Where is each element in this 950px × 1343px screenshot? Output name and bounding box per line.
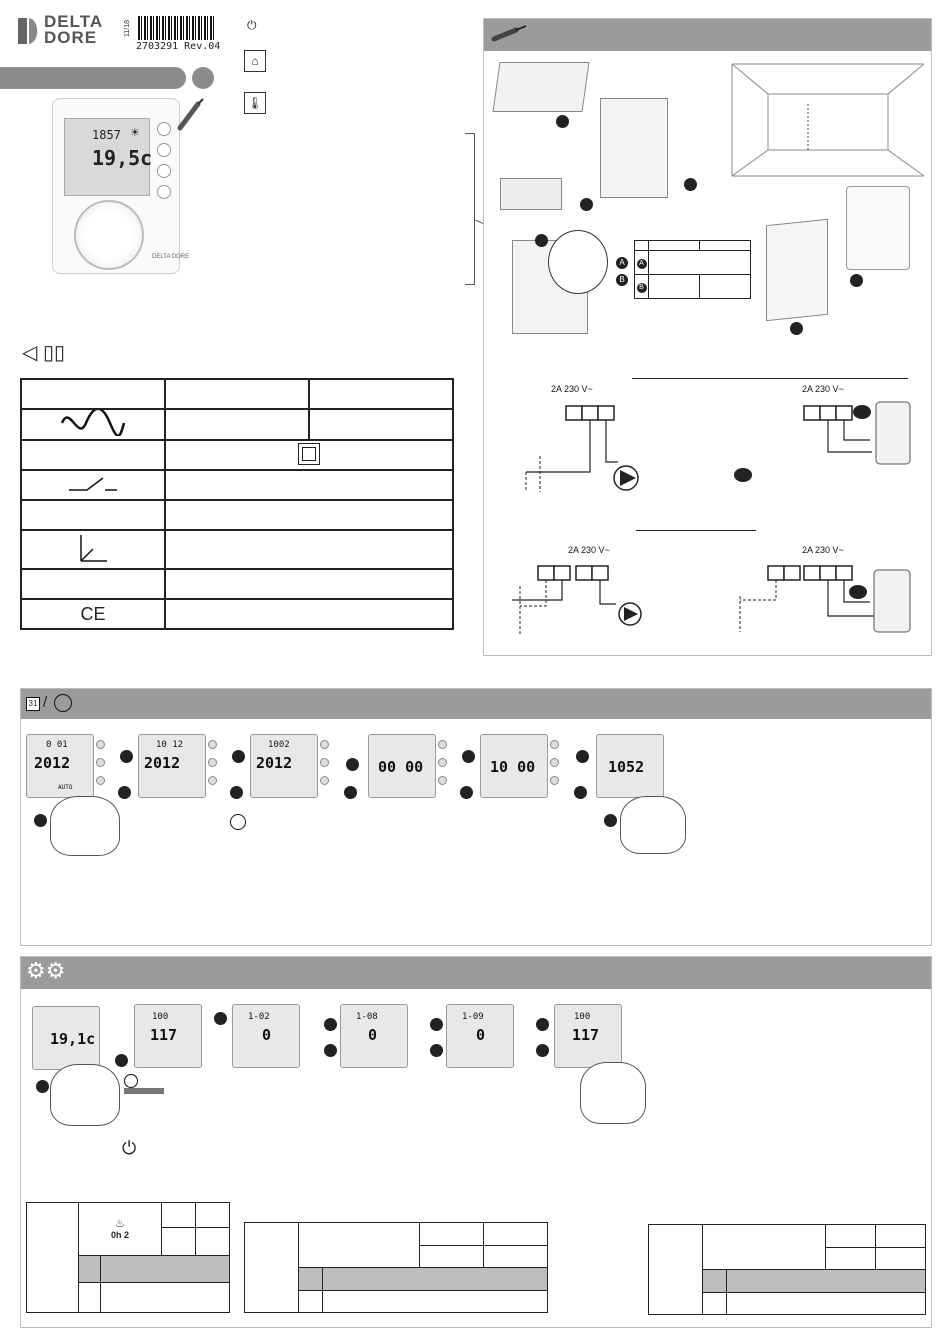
wiring-divider <box>636 530 756 531</box>
thermostat-button-1 <box>157 122 171 136</box>
document-number: 2703291 Rev.04 <box>136 41 221 52</box>
step-main-text: 2012 <box>144 754 181 772</box>
table-row <box>21 530 453 569</box>
mounting-illustration <box>766 219 828 322</box>
side-button <box>208 740 217 749</box>
wiring-diagram-boiler-2 <box>734 556 920 636</box>
thermostat-brand: DELTA DORE <box>152 254 190 260</box>
hand-illustration <box>620 796 686 854</box>
table-row <box>245 1223 548 1246</box>
step-number-dot <box>230 786 243 799</box>
terminal-zoom <box>548 230 608 294</box>
side-button <box>320 776 329 785</box>
side-button <box>96 740 105 749</box>
thermostat-open-illustration <box>492 62 589 112</box>
table-row <box>21 500 453 530</box>
row-b-badge: B <box>637 283 647 293</box>
side-button <box>550 758 559 767</box>
wiring-diagram-pump <box>512 396 642 506</box>
side-button <box>550 740 559 749</box>
open-case-illustration <box>600 98 668 198</box>
axes-icon <box>73 531 113 565</box>
step-number-dot <box>580 198 593 211</box>
side-button <box>320 740 329 749</box>
battery-illustration <box>500 178 562 210</box>
step-number-dot <box>346 758 359 771</box>
side-button <box>550 776 559 785</box>
datetime-header <box>21 689 931 719</box>
datetime-panel <box>20 688 932 946</box>
clock-icon <box>230 814 246 830</box>
side-button <box>208 776 217 785</box>
step-number-dot <box>536 1044 549 1057</box>
home-thermometer-icon: ⌂ <box>244 50 266 72</box>
step-number-dot <box>36 1080 49 1093</box>
step-number-dot <box>734 468 752 482</box>
side-button <box>438 776 447 785</box>
arrow-icon <box>124 1088 164 1094</box>
double-insulation-icon <box>298 443 320 465</box>
brand-name: DELTA DORE <box>44 12 104 47</box>
step-main-text: 00 00 <box>378 758 424 776</box>
step-main-text: 1052 <box>608 758 645 776</box>
step-main-text: 117 <box>572 1026 600 1044</box>
step-number-dot <box>850 274 863 287</box>
step-number-dot <box>344 786 357 799</box>
step-main-text: 2012 <box>34 754 71 772</box>
wiring-diagram-boiler <box>800 394 920 468</box>
ce-mark-icon: CE <box>21 599 165 629</box>
specifications-table <box>20 378 454 630</box>
step-number-dot <box>576 750 589 763</box>
step-top-text: 0 01 <box>46 740 68 750</box>
table-row <box>635 241 751 251</box>
step-main-text: 0 <box>368 1026 378 1044</box>
terminal-a-badge: A <box>616 257 628 269</box>
side-button <box>96 758 105 767</box>
product-banner <box>0 67 186 89</box>
lcd-time: 1857 <box>92 128 121 142</box>
rating-label: 2A 230 V~ <box>568 545 610 555</box>
lcd-temperature: 19,5c <box>92 146 153 170</box>
step-top-text: 100 <box>152 1012 169 1022</box>
radiator-icon: ♨ <box>115 1218 125 1231</box>
table-row <box>27 1203 230 1228</box>
step-main-text: 0 <box>476 1026 486 1044</box>
thermostat-button-2 <box>157 143 171 157</box>
table-row <box>21 440 453 470</box>
step-number-dot <box>324 1018 337 1031</box>
thermostat-final-illustration <box>846 186 910 270</box>
table-row <box>21 470 453 500</box>
side-button <box>208 758 217 767</box>
hand-illustration <box>580 1062 646 1124</box>
step-top-text: 1-08 <box>356 1012 378 1022</box>
calendar-icon: 31 <box>26 697 40 711</box>
step-number-dot <box>556 115 569 128</box>
installation-header <box>484 19 931 51</box>
table-row <box>21 409 453 440</box>
step-number-dot <box>118 786 131 799</box>
hand-illustration <box>50 796 120 856</box>
power-icon: ⏻ <box>247 18 257 32</box>
step-top-text: 1-09 <box>462 1012 484 1022</box>
thermostat-button-4 <box>157 185 171 199</box>
clock-icon <box>54 694 72 712</box>
rating-label: 2A 230 V~ <box>802 384 844 394</box>
step-main-text: 117 <box>150 1026 178 1044</box>
gears-icon: ⚙⚙ <box>26 958 66 983</box>
settings-table-3 <box>648 1224 926 1315</box>
banner-dot <box>192 67 214 89</box>
step-number-dot <box>574 786 587 799</box>
rating-label: 2A 230 V~ <box>802 545 844 555</box>
table-row <box>635 251 751 275</box>
step-number-dot <box>214 1012 227 1025</box>
step-number-dot <box>790 322 803 335</box>
table-row <box>635 275 751 299</box>
table-row <box>649 1225 926 1248</box>
table-row <box>21 599 453 629</box>
step-number-dot <box>460 786 473 799</box>
hand-illustration <box>50 1064 120 1126</box>
terminal-b-badge: B <box>616 274 628 286</box>
step-number-dot <box>604 814 617 827</box>
settings-table-1 <box>26 1202 230 1313</box>
step-number-dot <box>324 1044 337 1057</box>
table-row <box>21 379 453 409</box>
side-button <box>96 776 105 785</box>
step-number-dot <box>430 1018 443 1031</box>
sun-icon: ☀ <box>130 127 140 139</box>
step-main-text: 10 00 <box>490 758 536 776</box>
table-icon-label: 0h 2 <box>110 1230 129 1241</box>
step-number-dot <box>232 750 245 763</box>
thermometer-icon: 🌡 <box>244 92 266 114</box>
rating-label: 2A 230 V~ <box>551 384 593 394</box>
speaker-book-icon: ◁ ▯▯ <box>22 342 65 364</box>
thermostat-button-3 <box>157 164 171 178</box>
step-number-dot <box>536 1018 549 1031</box>
barcode-date: 11/18 <box>124 20 131 37</box>
step-number-dot <box>430 1044 443 1057</box>
step-top-text: 10 12 <box>156 740 184 750</box>
barcode <box>138 16 216 40</box>
side-button <box>438 740 447 749</box>
ac-wave-icon <box>58 410 128 436</box>
row-a-badge: A <box>637 259 647 269</box>
slash-separator: / <box>43 694 48 711</box>
table-row <box>21 569 453 599</box>
step-top-text: 1-02 <box>248 1012 270 1022</box>
settings-header <box>21 957 931 989</box>
wiring-diagram-pump-2 <box>506 556 646 640</box>
delta-dore-logo-icon <box>18 18 40 44</box>
relay-contact-icon <box>63 474 123 494</box>
step-number-dot <box>684 178 697 191</box>
mode-label: AUTO <box>58 784 73 791</box>
screwdriver-icon <box>176 98 206 132</box>
step-number-dot <box>535 234 548 247</box>
screwdriver-header-icon <box>490 24 530 44</box>
wiring-divider <box>632 378 908 379</box>
side-button <box>320 758 329 767</box>
room-placement-illustration <box>728 60 924 180</box>
power-icon: ⏻ <box>122 1138 137 1158</box>
settings-table-2 <box>244 1222 548 1313</box>
step-main-text: 19,1c <box>50 1030 96 1048</box>
side-button <box>438 758 447 767</box>
timer-icon <box>124 1074 138 1088</box>
step-top-text: 100 <box>574 1012 591 1022</box>
step-main-text: 2012 <box>256 754 293 772</box>
step-number-dot <box>462 750 475 763</box>
step-number-dot <box>34 814 47 827</box>
callout-bracket <box>465 133 475 285</box>
step-main-text: 0 <box>262 1026 272 1044</box>
thermostat-dial <box>74 200 144 270</box>
terminal-table <box>634 240 751 299</box>
step-number-dot <box>115 1054 128 1067</box>
step-top-text: 1002 <box>268 740 290 750</box>
step-number-dot <box>120 750 133 763</box>
